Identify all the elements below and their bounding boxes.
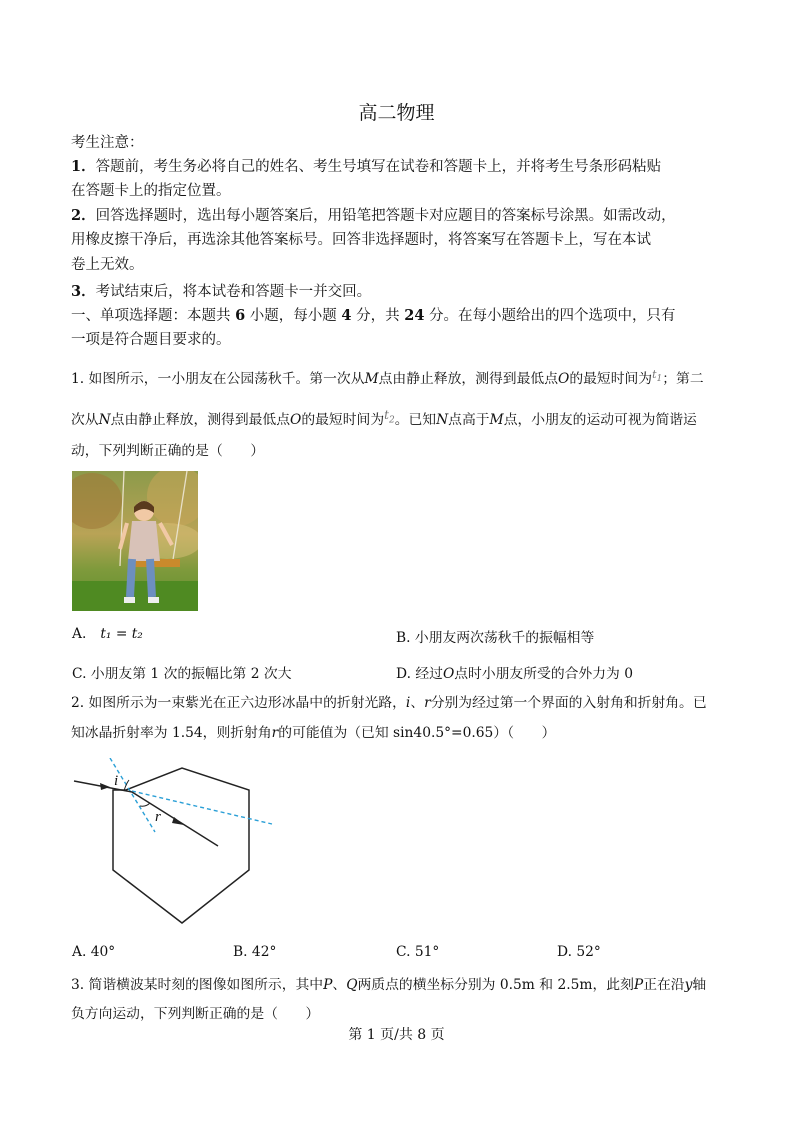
section-text: 一、单项选择题：本题共 bbox=[71, 308, 236, 324]
q2-option-a[interactable]: A. 40° bbox=[72, 944, 116, 960]
section-text: 分。在每小题给出的四个选项中，只有 bbox=[424, 308, 676, 324]
section-1-line-2: 一项是符合题目要求的。 bbox=[71, 332, 231, 348]
var-O: O bbox=[442, 666, 455, 682]
var-O: O bbox=[558, 371, 570, 387]
q1-option-a[interactable] bbox=[72, 626, 143, 642]
option-text: 点时小朋友所受的合外力为 0 bbox=[454, 666, 633, 682]
diagram-label-r: r bbox=[155, 809, 161, 825]
q1-text: 点高于 bbox=[448, 412, 490, 428]
swing-photo-illustration bbox=[72, 471, 198, 611]
var-t1 bbox=[652, 368, 663, 385]
hexagon-refraction-diagram bbox=[60, 758, 280, 928]
var-P: P bbox=[633, 977, 644, 993]
swing-photo bbox=[72, 471, 198, 611]
var-r: r bbox=[271, 725, 279, 741]
q2-text: 分别为经过第一个界面的入射角和折射角。已 bbox=[430, 695, 707, 711]
q3-text: 3. 简谐横波某时刻的图像如图所示，其中 bbox=[71, 977, 324, 993]
refracted-arrow-icon bbox=[172, 817, 184, 825]
q2-text: 、 bbox=[410, 695, 425, 711]
q1-text: 的最短时间为 bbox=[569, 371, 653, 387]
var-P: P bbox=[323, 977, 333, 993]
q1-stem-line-2 bbox=[71, 410, 697, 435]
q3-stem-line-2: 负方向运动，下列判断正确的是（ ） bbox=[71, 1006, 320, 1022]
q3-text: 、 bbox=[332, 977, 347, 993]
var-M: M bbox=[364, 371, 379, 387]
var-t2-letter: t bbox=[384, 408, 389, 422]
notice-item-3 bbox=[71, 282, 371, 302]
var-N: N bbox=[436, 412, 449, 428]
q1-text: 点由静止释放，测得到最低点 bbox=[378, 371, 558, 387]
notice-item-2-number: 2． bbox=[71, 207, 96, 224]
q2-option-b[interactable]: B. 42° bbox=[233, 944, 277, 960]
notice-item-3-text: 考试结束后，将本试卷和答题卡一并交回。 bbox=[95, 284, 372, 300]
q1-text: 。已知 bbox=[394, 412, 437, 428]
q2-option-d[interactable]: D. 52° bbox=[557, 944, 601, 960]
page-title: 高二物理 bbox=[358, 102, 435, 124]
question-count: 6 bbox=[235, 307, 246, 324]
q3-text: 两质点的横坐标分别为 0.5m 和 2.5m，此刻 bbox=[357, 977, 634, 993]
option-text: D. 经过 bbox=[396, 666, 443, 682]
option-label: A. bbox=[72, 626, 87, 642]
var-t2 bbox=[384, 408, 395, 426]
notice-item-2-cont-2: 卷上无效。 bbox=[71, 257, 144, 273]
var-t1-letter: t bbox=[652, 368, 657, 381]
q2-text: 知冰晶折射率为 1.54，则折射角 bbox=[71, 725, 272, 741]
q2-stem-line-1 bbox=[71, 693, 707, 713]
var-t1-sub: 1 bbox=[656, 374, 663, 385]
var-O: O bbox=[290, 412, 302, 428]
notice-item-1-number: 1． bbox=[71, 158, 96, 175]
q2-text: 的可能值为（已知 sin40.5°=0.65）（ ） bbox=[278, 725, 556, 741]
notice-heading: 考生注意： bbox=[71, 135, 144, 151]
var-M: M bbox=[489, 412, 504, 428]
notice-item-3-number: 3． bbox=[71, 283, 96, 300]
q1-text: 1. 如图所示，一小朋友在公园荡秋千。第一次从 bbox=[71, 371, 365, 387]
q1-stem-line-3: 动，下列判断正确的是（ ） bbox=[71, 443, 265, 459]
q1-option-b[interactable]: B. 小朋友两次荡秋千的振幅相等 bbox=[396, 630, 595, 646]
q1-text: 点，小朋友的运动可视为简谐运 bbox=[503, 412, 697, 428]
section-1-line-1 bbox=[71, 306, 676, 326]
page-footer: 第 1 页/共 8 页 bbox=[348, 1027, 445, 1043]
notice-item-1-text: 答题前，考生务必将自己的姓名、考生号填写在试卷和答题卡上，并将考生号条形码粘贴 bbox=[95, 159, 662, 175]
q1-option-d[interactable] bbox=[396, 662, 633, 682]
section-text: 小题，每小题 bbox=[245, 308, 342, 324]
interface-extension-line bbox=[132, 791, 272, 824]
q2-option-c[interactable]: C. 51° bbox=[396, 944, 440, 960]
section-text: 分，共 bbox=[351, 308, 405, 324]
notice-item-1 bbox=[71, 157, 661, 177]
var-N: N bbox=[98, 412, 111, 428]
q3-stem-line-1 bbox=[71, 975, 706, 995]
var-i: i bbox=[405, 695, 411, 711]
notice-item-2 bbox=[71, 206, 676, 226]
var-y: y bbox=[684, 977, 693, 993]
notice-item-2-text: 回答选择题时，选出每小题答案后，用铅笔把答题卡对应题目的答案标号涂黑。如需改动， bbox=[95, 208, 676, 224]
var-r: r bbox=[424, 695, 431, 711]
q1-option-c[interactable]: C. 小朋友第 1 次的振幅比第 2 次大 bbox=[72, 666, 292, 682]
q2-text: 2. 如图所示为一束紫光在正六边形冰晶中的折射光路， bbox=[71, 695, 406, 711]
points-total: 24 bbox=[404, 307, 425, 324]
q2-stem-line-2 bbox=[71, 723, 555, 743]
q3-text: 轴 bbox=[692, 977, 707, 993]
q1-text: 点由静止释放，测得到最低点 bbox=[110, 412, 291, 428]
q1-stem-line-1 bbox=[71, 369, 704, 394]
q1-text: 的最短时间为 bbox=[301, 412, 385, 428]
var-t2-sub: 2 bbox=[388, 415, 395, 426]
q1-text: 次从 bbox=[71, 412, 99, 428]
var-Q: Q bbox=[346, 977, 358, 993]
points-each: 4 bbox=[341, 307, 352, 324]
angle-r-arc bbox=[140, 803, 150, 806]
diagram-label-i: i bbox=[114, 773, 119, 789]
notice-item-2-cont-1: 用橡皮擦干净后，再选涂其他答案标号。回答非选择题时，将答案写在答题卡上，写在本试 bbox=[71, 232, 651, 248]
notice-item-1-cont: 在答题卡上的指定位置。 bbox=[71, 183, 231, 199]
incident-arrow-icon bbox=[100, 783, 110, 790]
option-formula: t₁ = t₂ bbox=[100, 626, 143, 642]
q3-text: 正在沿 bbox=[643, 977, 685, 993]
q1-text: ；第二 bbox=[662, 371, 704, 387]
